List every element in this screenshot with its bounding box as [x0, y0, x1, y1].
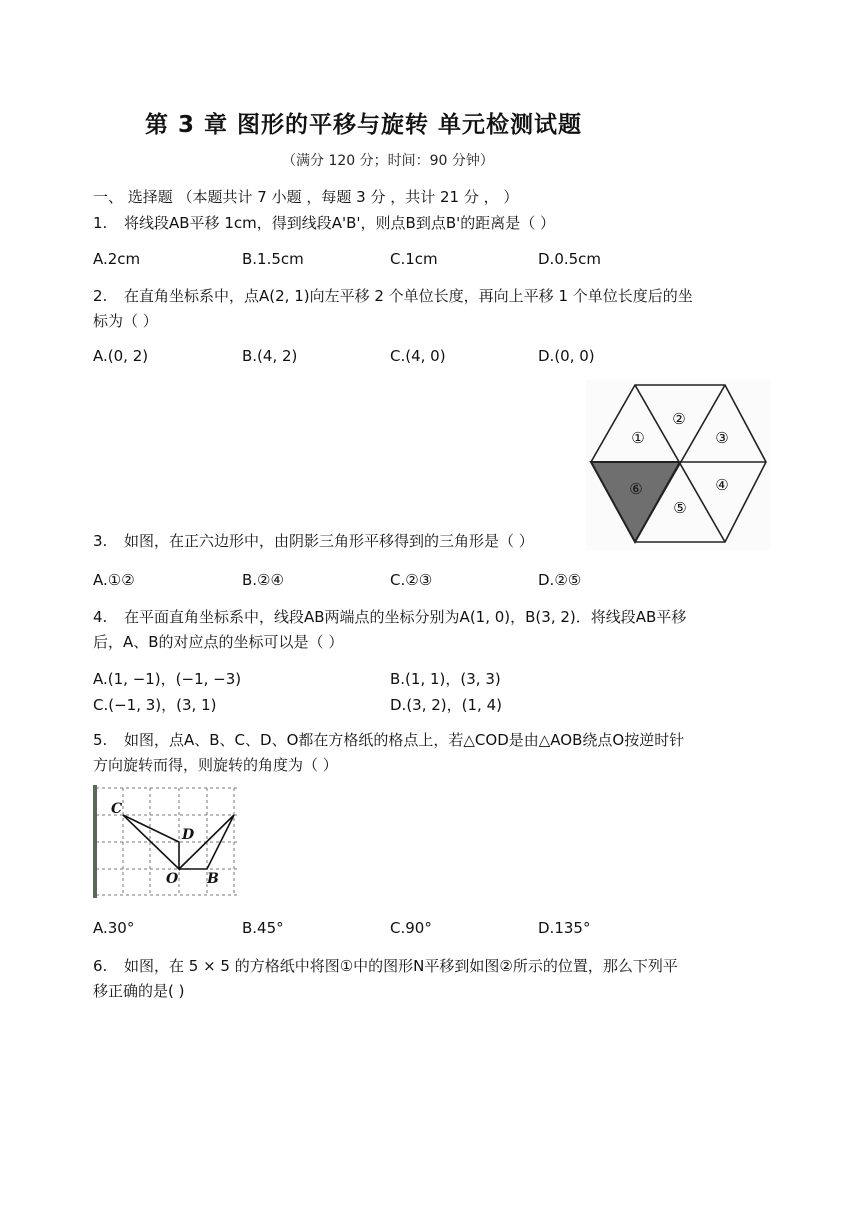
question-3-option-a[interactable]: A.①② [93, 571, 135, 589]
question-4-text-line1: 在平面直角坐标系中，线段AB两端点的坐标分别为A(1, 0)，B(3, 2)．将线段AB平移 [124, 608, 687, 626]
question-1-option-a[interactable]: A.2cm [93, 250, 141, 268]
triangle-label-5: ⑤ [673, 499, 687, 517]
page-subtitle: （满分 120 分；时间：90 分钟） [282, 153, 494, 169]
triangle-label-3: ③ [715, 429, 729, 447]
triangle-label-1: ① [631, 429, 645, 447]
question-5-number: 5. [93, 731, 108, 749]
question-5-text-line1: 如图，点A、B、C、D、O都在方格纸的格点上，若△COD是由△AOB绕点O按逆时针 [124, 731, 685, 749]
question-2-text-line2: 标为（ ） [93, 312, 158, 330]
question-1-option-d[interactable]: D.0.5cm [538, 250, 602, 268]
question-5-option-c[interactable]: C.90° [390, 919, 432, 937]
question-2-number: 2. [93, 287, 108, 305]
question-1-text: 将线段AB平移 1cm，得到线段A'B'，则点B到点B'的距离是（ ） [124, 214, 555, 232]
question-4-text-line2: 后，A、B的对应点的坐标可以是（ ） [93, 633, 344, 651]
question-5-option-a[interactable]: A.30° [93, 919, 135, 937]
triangle-label-2: ② [672, 410, 686, 428]
grid-left-edge [93, 785, 97, 898]
question-4-number: 4. [93, 608, 108, 626]
question-3-text: 如图，在正六边形中，由阴影三角形平移得到的三角形是（ ） [124, 532, 534, 550]
triangle-label-6: ⑥ [629, 480, 643, 498]
question-6-number: 6. [93, 957, 108, 975]
question-5-option-d[interactable]: D.135° [538, 919, 591, 937]
question-2-option-d[interactable]: D.(0, 0) [538, 347, 595, 365]
question-6-text-line1: 如图，在 5 × 5 的方格纸中将图①中的图形N平移到如图②所示的位置，那么下列平 [124, 957, 678, 975]
section-header: 一、 选择题 （本题共计 7 小题 ，每题 3 分 ，共计 21 分 ， ） [93, 188, 519, 206]
question-4-option-c[interactable]: C.(−1, 3)，(3, 1) [93, 696, 217, 714]
question-3-number: 3. [93, 532, 108, 550]
question-3-option-b[interactable]: B.②④ [242, 571, 284, 589]
question-2-option-c[interactable]: C.(4, 0) [390, 347, 446, 365]
triangle-label-4: ④ [715, 476, 729, 494]
question-3-option-c[interactable]: C.②③ [390, 571, 433, 589]
hexagon-figure [586, 380, 770, 550]
question-1-option-b[interactable]: B.1.5cm [242, 250, 304, 268]
question-1-number: 1. [93, 214, 108, 232]
question-3-option-d[interactable]: D.②⑤ [538, 571, 582, 589]
question-4-option-b[interactable]: B.(1, 1)，(3, 3) [390, 670, 501, 688]
grid-rotation-figure [93, 785, 241, 898]
question-4-option-a[interactable]: A.(1, −1)，(−1, −3) [93, 670, 242, 688]
grid-point-o-label: O [166, 871, 179, 887]
page-title: 第 3 章 图形的平移与旋转 单元检测试题 [145, 112, 583, 138]
grid-point-b-label: B [207, 871, 219, 887]
question-2-option-a[interactable]: A.(0, 2) [93, 347, 149, 365]
question-2-option-b[interactable]: B.(4, 2) [242, 347, 298, 365]
question-2-text-line1: 在直角坐标系中，点A(2, 1)向左平移 2 个单位长度，再向上平移 1 个单位长度后的坐 [124, 287, 693, 305]
question-5-text-line2: 方向旋转而得，则旋转的角度为（ ） [93, 756, 338, 774]
grid-point-d-label: D [182, 827, 195, 843]
question-6-text-line2: 移正确的是( ) [93, 982, 185, 1000]
question-4-option-d[interactable]: D.(3, 2)，(1, 4) [390, 696, 502, 714]
question-1-option-c[interactable]: C.1cm [390, 250, 438, 268]
question-5-option-b[interactable]: B.45° [242, 919, 284, 937]
grid-point-c-label: C [111, 801, 123, 817]
